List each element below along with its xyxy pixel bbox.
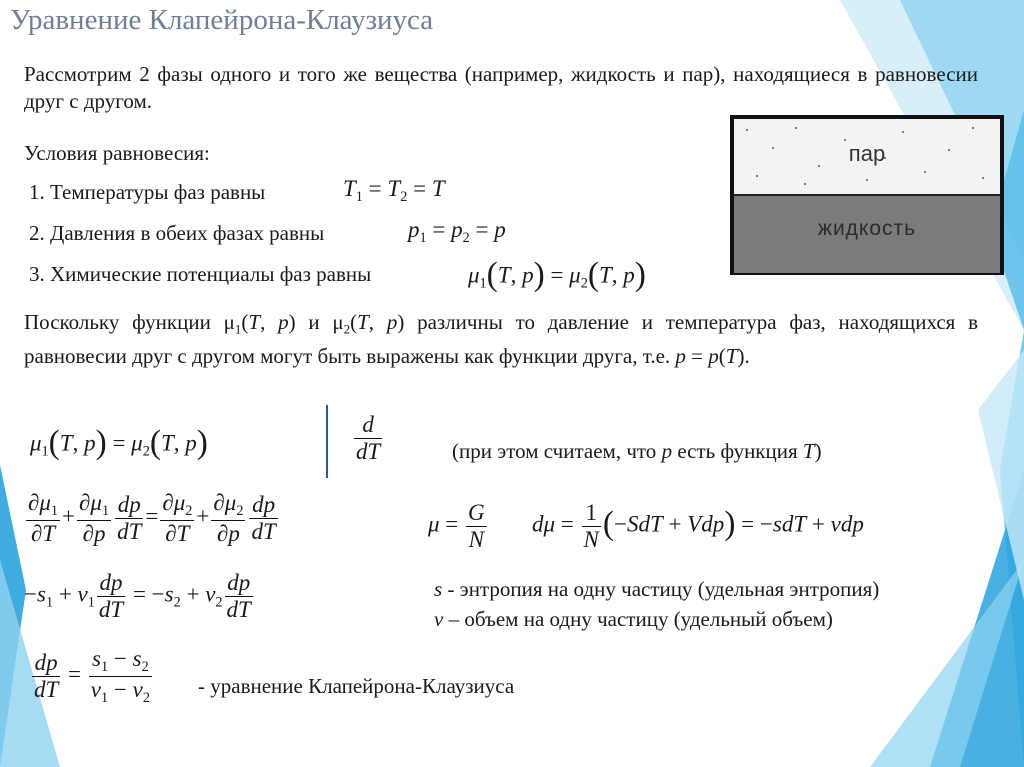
formula-temperature-equality: $T_1 = T_2 = T$	[343, 176, 445, 205]
formula-clapeyron-clausius: $\frac{dp}{dT}$ = $\frac{s_1 - s_2}{v_1 - v_2}$	[34, 646, 150, 706]
function-note: (при этом считаем, что p есть функция T)	[452, 439, 822, 463]
equation-name: - уравнение Клапейрона-Клаузиуса	[198, 674, 515, 698]
formula-total-derivative: $\frac{\partial\mu_1}{\partial T}$ + $\frac{\partial\mu_1}{\partial p}$ $\frac{dp}{dT}$ = $\frac{\partial\mu_2}{\partial T}$ + $\frac{\partial\mu_2}{\partial p}$ $\frac{dp}{dT}$	[28, 490, 276, 546]
conditions-heading: Условия равновесия:	[24, 141, 210, 165]
derivative-operator: $\frac{d}{dT}$	[356, 412, 381, 464]
condition-1: 1. Температуры фаз равны	[29, 180, 266, 204]
phase-illustration	[730, 115, 1004, 275]
vapor-region	[734, 119, 1000, 194]
liquid-region	[734, 194, 1000, 273]
formula-dmu: dμ = $\frac{1}{N}$ (−SdT + Vdp) = −sdT + vdp	[532, 500, 864, 552]
liquid-label: жидкость	[817, 217, 917, 240]
vapor-label: пар	[848, 141, 886, 166]
slide-title: Уравнение Клапейрона-Клаузиуса	[10, 4, 434, 36]
condition-3: 3. Химические потенциалы фаз равны	[29, 262, 372, 286]
formula-potential-equality-2: $\mu_1(T$, $p) = \mu_2(T$, p)	[30, 424, 208, 461]
formula-pressure-equality: $p_1 = p_2 = p$	[408, 217, 506, 246]
condition-2: 2. Давления в обеих фазах равны	[29, 221, 325, 245]
vertical-separator	[326, 405, 328, 478]
functions-paragraph: Поскольку функции $\mu_1(T$, p) и $\mu_2(T$, p) различны то давление и температура фаз, находящихся в равновесии друг с другом могут быть выражены как функции друга, т.е. p = p(T).	[24, 310, 979, 368]
formula-chemical-potential-equality: $\mu_1(T$, $p) = \mu_2(T$, p)	[468, 256, 646, 293]
intro-paragraph: Рассмотрим 2 фазы одного и того же вещества (например, жидкость и пар), находящиеся в равновесии друг с другом.	[24, 62, 978, 113]
volume-note: v – объем на одну частицу (удельный объем)	[434, 607, 833, 631]
formula-entropy-volume: $-s_1 + v_1$ $\frac{dp}{dT}$ = $-s_2 + v_2$ $\frac{dp}{dT}$	[24, 570, 251, 622]
entropy-note: s - энтропия на одну частицу (удельная энтропия)	[434, 577, 880, 601]
formula-mu-definition: μ = $\frac{G}{N}$	[428, 500, 485, 552]
